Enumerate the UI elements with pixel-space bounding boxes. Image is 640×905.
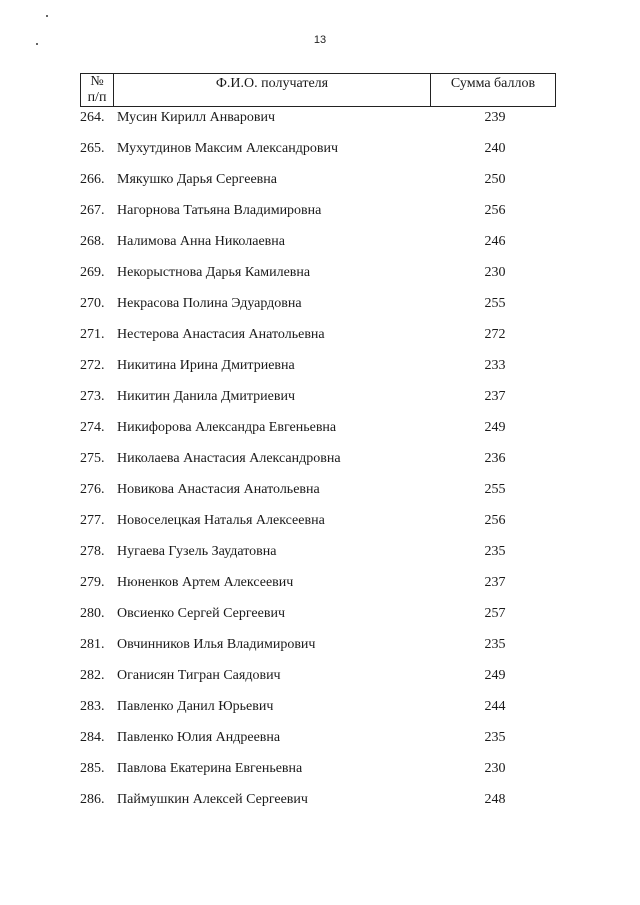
recipient-name: Никитин Данила Дмитриевич (117, 389, 295, 404)
recipient-name: Павленко Юлия Андреевна (117, 730, 281, 745)
header-number-cell (81, 74, 114, 106)
score-value: 255 (484, 482, 506, 497)
recipient-name: Нагорнова Татьяна Владимировна (117, 203, 322, 218)
row-number: 264. (80, 110, 105, 125)
score-value: 239 (484, 110, 506, 125)
table-row (0, 449, 640, 480)
row-number: 280. (80, 606, 105, 621)
table-row (0, 418, 640, 449)
header-score-cell: Сумма баллов (450, 76, 536, 91)
recipient-name: Некрасова Полина Эдуардовна (117, 296, 302, 311)
row-number: 278. (80, 544, 105, 559)
table-row (0, 542, 640, 573)
score-value: 236 (484, 451, 506, 466)
recipient-name: Николаева Анастасия Александровна (117, 451, 341, 466)
table-header (80, 73, 556, 107)
recipient-name: Овсиенко Сергей Сергеевич (117, 606, 285, 621)
score-value: 256 (484, 513, 506, 528)
table-row (0, 139, 640, 170)
table-row (0, 666, 640, 697)
row-number: 279. (80, 575, 105, 590)
row-number: 265. (80, 141, 105, 156)
table-row (0, 759, 640, 790)
row-number: 273. (80, 389, 105, 404)
score-value: 235 (484, 544, 506, 559)
row-number: 266. (80, 172, 105, 187)
row-number: 271. (80, 327, 105, 342)
row-number: 275. (80, 451, 105, 466)
header-number-abbr: п/п (87, 90, 107, 105)
header-number-symbol: № (90, 74, 104, 89)
recipient-name: Павлова Екатерина Евгеньевна (117, 761, 303, 776)
table-row (0, 108, 640, 139)
recipient-name: Нюненков Артем Алексеевич (117, 575, 294, 590)
row-number: 274. (80, 420, 105, 435)
recipient-name: Мухутдинов Максим Александрович (117, 141, 339, 156)
score-value: 244 (484, 699, 506, 714)
score-value: 249 (484, 668, 506, 683)
score-value: 257 (484, 606, 506, 621)
row-number: 285. (80, 761, 105, 776)
score-value: 230 (484, 761, 506, 776)
row-number: 281. (80, 637, 105, 652)
row-number: 267. (80, 203, 105, 218)
table-row (0, 387, 640, 418)
score-value: 250 (484, 172, 506, 187)
score-value: 272 (484, 327, 506, 342)
score-value: 249 (484, 420, 506, 435)
recipient-name: Мякушко Дарья Сергеевна (117, 172, 277, 187)
row-number: 284. (80, 730, 105, 745)
page-number: 13 (313, 34, 327, 46)
table-body (0, 108, 640, 821)
score-value: 248 (484, 792, 506, 807)
recipient-name: Нестерова Анастасия Анатольевна (117, 327, 325, 342)
header-name-cell: Ф.И.О. получателя (114, 74, 431, 106)
row-number: 276. (80, 482, 105, 497)
score-value: 235 (484, 730, 506, 745)
recipient-name: Никитина Ирина Дмитриевна (117, 358, 295, 373)
recipient-name: Павленко Данил Юрьевич (117, 699, 274, 714)
score-value: 255 (484, 296, 506, 311)
recipient-name: Некорыстнова Дарья Камилевна (117, 265, 311, 280)
table-row (0, 728, 640, 759)
recipient-name: Новикова Анастасия Анатольевна (117, 482, 320, 497)
table-row (0, 263, 640, 294)
score-value: 256 (484, 203, 506, 218)
table-row (0, 790, 640, 821)
row-number: 282. (80, 668, 105, 683)
table-row (0, 232, 640, 263)
score-value: 237 (484, 389, 506, 404)
recipient-name: Никифорова Александра Евгеньевна (117, 420, 337, 435)
score-value: 240 (484, 141, 506, 156)
row-number: 277. (80, 513, 105, 528)
table-row (0, 201, 640, 232)
row-number: 269. (80, 265, 105, 280)
recipient-name: Налимова Анна Николаевна (117, 234, 285, 249)
score-value: 246 (484, 234, 506, 249)
table-row (0, 635, 640, 666)
recipient-name: Новоселецкая Наталья Алексеевна (117, 513, 325, 528)
row-number: 272. (80, 358, 105, 373)
scan-speck (46, 15, 48, 17)
score-value: 230 (484, 265, 506, 280)
score-value: 233 (484, 358, 506, 373)
recipient-name: Мусин Кирилл Анварович (117, 110, 275, 125)
table-row (0, 325, 640, 356)
table-row (0, 604, 640, 635)
row-number: 286. (80, 792, 105, 807)
row-number: 283. (80, 699, 105, 714)
table-row (0, 573, 640, 604)
recipient-name: Оганисян Тигран Саядович (117, 668, 281, 683)
recipient-name: Овчинников Илья Владимирович (117, 637, 316, 652)
score-value: 235 (484, 637, 506, 652)
row-number: 270. (80, 296, 105, 311)
score-value: 237 (484, 575, 506, 590)
recipient-name: Паймушкин Алексей Сергеевич (117, 792, 308, 807)
recipient-name: Нугаева Гузель Заудатовна (117, 544, 277, 559)
table-row (0, 480, 640, 511)
table-row (0, 294, 640, 325)
table-row (0, 356, 640, 387)
table-row (0, 511, 640, 542)
table-row (0, 697, 640, 728)
row-number: 268. (80, 234, 105, 249)
table-row (0, 170, 640, 201)
